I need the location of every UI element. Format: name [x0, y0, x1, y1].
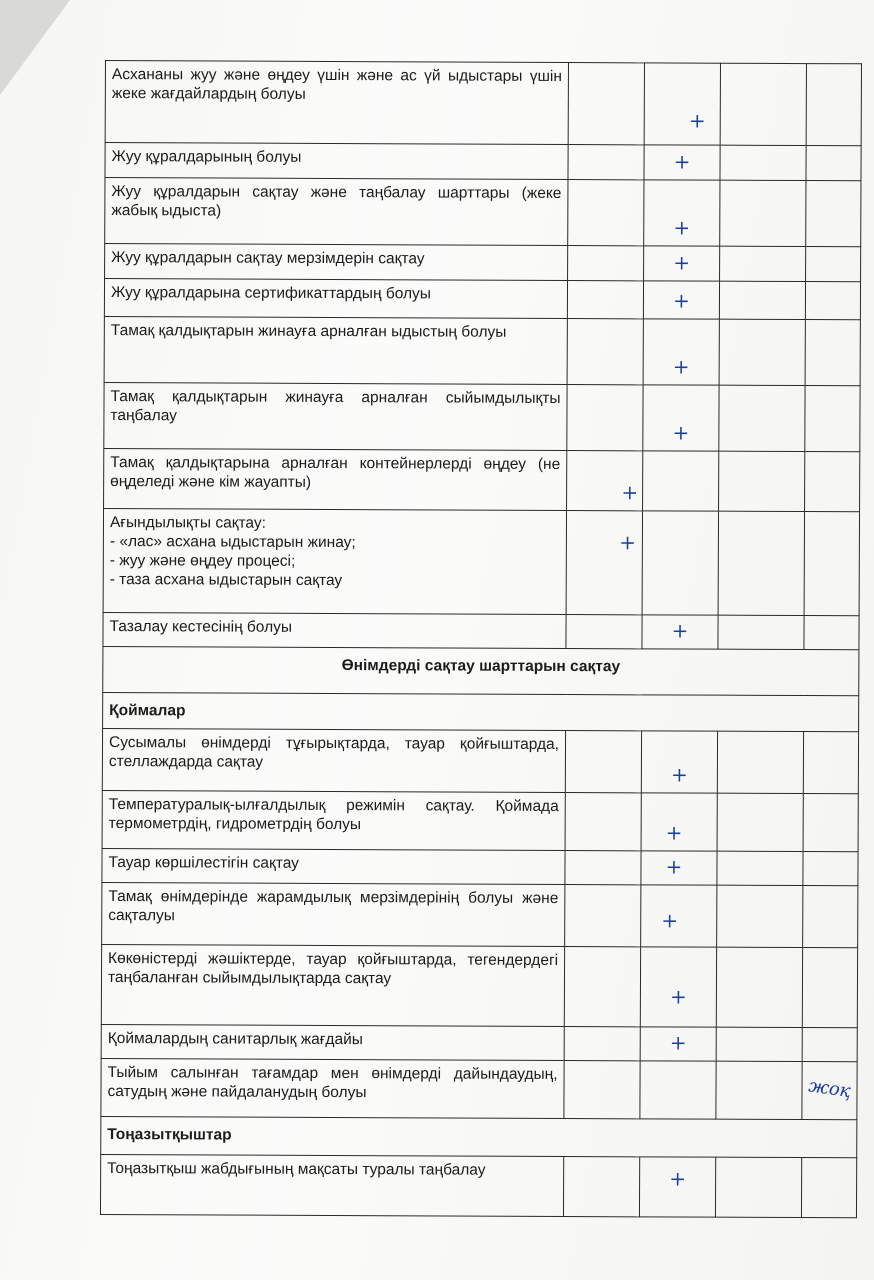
requirement-text: Ағындылықты сақтау: [109, 514, 266, 532]
check-mark: + [672, 420, 690, 445]
requirement-text: Тамақ қалдықтарын жинауға арналған сыйымдылықты таңбалау [104, 382, 567, 450]
requirement-text: Асхананы жуу және өңдеу үшін және ас үй ыдыстары үшін жеке жағдайлардың болуы [105, 61, 568, 145]
table-row [105, 61, 861, 146]
table-row [102, 882, 858, 947]
group-title: Қоймалар [103, 692, 859, 731]
requirement-text: Жуу құралдарына сертификаттардың болуы [104, 279, 567, 319]
table-row [101, 1024, 857, 1061]
check-mark: + [665, 820, 683, 845]
check-mark: + [672, 354, 690, 379]
table-row [105, 178, 861, 247]
checklist-table [100, 60, 862, 1218]
requirement-text: Жуу құралдарын сақтау мерзімдерін сақтау [105, 244, 568, 281]
check-mark: + [673, 215, 691, 240]
table-row [104, 448, 860, 511]
requirement-text: Температуралық-ылғалдылық режимін сақтау. Қоймада термометрдің, гидрометрдің болуы [102, 790, 565, 850]
check-mark: + [671, 618, 689, 643]
table-row [104, 316, 860, 385]
requirement-text: Тамақ қалдықтарын жинауға арналған ыдыстың болуы [104, 316, 567, 384]
requirement-text: Сусымалы өнімдерді тұғырықтарда, тауар қойғыштарда, стеллаждарда сақтау [102, 728, 565, 792]
requirement-text: Тауар көршілестігін сақтау [102, 848, 565, 884]
check-mark: + [688, 108, 706, 133]
table-row [102, 848, 858, 885]
list-item: - жуу және өңдеу процесі; [109, 552, 296, 570]
requirement-text: Жуу құралдарының болуы [105, 143, 568, 180]
check-mark: + [673, 149, 691, 174]
check-mark: + [665, 854, 683, 879]
check-mark: + [673, 288, 690, 313]
check-mark: + [661, 908, 679, 933]
table-row [103, 646, 859, 695]
requirement-text: Жуу құралдарын сақтау және таңбалау шарттары (жеке жабық ыдыста) [105, 178, 568, 246]
table-row [103, 508, 859, 615]
requirement-text: Тыйым салынған тағамдар мен өнімдерді дайындаудың, сатудың және пайдаланудың болуы [101, 1058, 564, 1118]
check-mark: + [619, 530, 636, 555]
check-mark: + [670, 762, 688, 787]
table-row [103, 612, 859, 649]
table-row [105, 143, 861, 181]
list-item: - «лас» асхана ыдыстарын жинау; [109, 533, 356, 552]
table-row [104, 279, 860, 320]
handwritten-note: жоқ [807, 1074, 852, 1102]
table-row [104, 382, 860, 451]
table-row [105, 244, 861, 282]
list-item: - таза асхана ыдыстарын сақтау [109, 571, 343, 590]
requirement-text: Тоңазытқыш жабдығының мақсаты туралы таңбалау [100, 1154, 563, 1216]
table-row [102, 790, 858, 851]
check-mark: + [669, 1030, 687, 1055]
requirement-text: Көкөністерді жәшіктерде, тауар қойғыштарда, тегендердегі таңбаланған сыйымдылықтарда сақтау [101, 944, 564, 1026]
table-row [100, 1154, 856, 1217]
table-row [101, 944, 857, 1027]
requirement-text: Тазалау кестесінің болуы [103, 612, 566, 648]
check-mark: + [621, 480, 639, 505]
table-row [101, 1116, 857, 1157]
group-title: Тоңазытқыштар [101, 1116, 857, 1157]
requirement-text: Тамақ қалдықтарына арналған контейнерлерді өңдеу (не өңделеді және кім жауапты) [104, 448, 567, 510]
check-mark: + [669, 984, 687, 1009]
check-mark: + [673, 250, 691, 275]
table-row [103, 692, 859, 731]
requirement-text: Тамақ өнімдерінде жарамдылық мерзімдерінің болуы және сақталуы [102, 882, 565, 946]
table-row [101, 1058, 857, 1119]
folded-corner [0, 0, 70, 95]
table-row [102, 728, 858, 793]
check-mark: + [669, 1166, 687, 1191]
section-title: Өнімдерді сақтау шарттарын сақтау [103, 646, 859, 695]
requirement-text: Қоймалардың санитарлық жағдайы [101, 1024, 564, 1060]
